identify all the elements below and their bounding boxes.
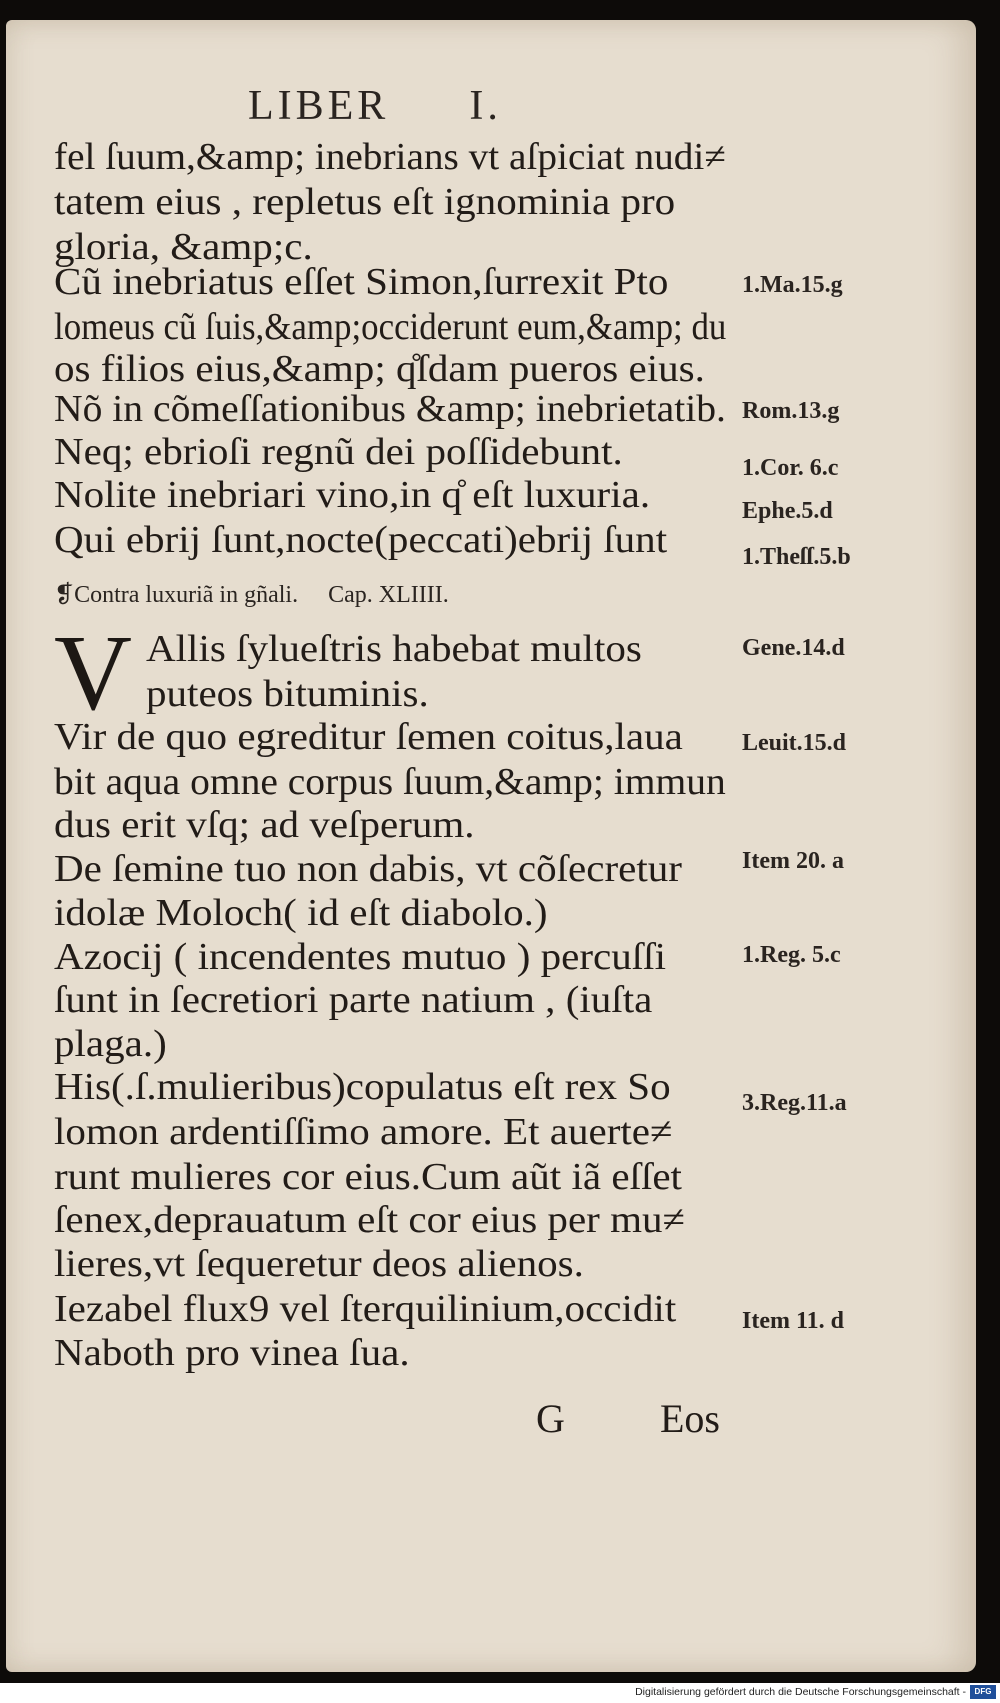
dfg-logo: DFG: [970, 1685, 996, 1699]
text-line: plaga.): [54, 1023, 167, 1065]
drop-capital: V: [54, 614, 132, 733]
text-line: ſunt in ſecretiori parte natium , (iuſta: [54, 979, 653, 1021]
catchword: Eos: [660, 1396, 720, 1441]
margin-reference: Ephe.5.d: [742, 498, 833, 524]
text-line: De ſemine tuo non dabis, vt cõſecretur: [54, 848, 682, 890]
text-line: His(.ſ.mulieribus)copulatus eſt rex So: [54, 1066, 671, 1108]
text-line: Allis ſylueſtris habebat multos: [146, 628, 642, 670]
running-header: [248, 82, 502, 130]
margin-reference: Rom.13.g: [742, 398, 840, 424]
text-line: os filios eius,&amp; q̊ſdam pueros eius.: [54, 348, 705, 390]
book-number: I.: [469, 83, 502, 129]
text-line: tatem eius , repletus eſt ignominia pro: [54, 181, 676, 223]
text-line: bit aqua omne corpus ſuum,&amp; immun: [54, 761, 726, 803]
text-line: Iezabel flux9 vel ſterquilinium,occidit: [54, 1288, 677, 1330]
text-line: lieres,vt ſequeretur deos alienos.: [54, 1243, 584, 1285]
text-line: Naboth pro vinea ſua.: [54, 1332, 410, 1374]
text-line: Nõ in cõmeſſationibus &amp; inebrietatib.: [54, 388, 726, 430]
text-line: dus erit vſq; ad veſperum.: [54, 804, 475, 846]
margin-reference: Leuit.15.d: [742, 730, 847, 756]
margin-reference: 1.Ma.15.g: [742, 272, 843, 298]
running-title: LIBER: [248, 83, 390, 129]
digitization-credit: Digitalisierung gefördert durch die Deutsche Forschungsgemeinschaft -: [635, 1686, 966, 1698]
text-line: Azocij ( incendentes mutuo ) percuſſi: [54, 936, 666, 978]
margin-reference: Item 11. d: [742, 1308, 844, 1334]
chapter-heading: [54, 580, 449, 609]
text-line: puteos bituminis.: [146, 673, 429, 715]
text-line: gloria, &amp;c.: [54, 226, 313, 268]
text-line: fel ſuum,&amp; inebrians vt aſpiciat nudi≠: [54, 136, 726, 178]
margin-reference: Item 20. a: [742, 848, 844, 874]
text-line: runt mulieres cor eius.Cum aũt iã eſſet: [54, 1156, 682, 1198]
text-line: Neq; ebrioſi regnũ dei poſſidebunt.: [54, 431, 623, 473]
margin-reference: 1.Theſſ.5.b: [742, 544, 851, 570]
text-line: lomeus cũ ſuis,&amp;occiderunt eum,&amp; du: [54, 306, 727, 348]
chapter-number: Cap. XLIIII.: [328, 582, 449, 608]
text-line: ſenex,deprauatum eſt cor eius per mu≠: [54, 1199, 686, 1241]
text-line: lomon ardentiſſimo amore. Et auerte≠: [54, 1111, 673, 1153]
margin-reference: Gene.14.d: [742, 635, 845, 661]
text-line: Cũ inebriatus eſſet Simon,ſurrexit Pto: [54, 261, 669, 303]
text-line: idolæ Moloch( id eſt diabolo.): [54, 892, 548, 934]
text-line: Vir de quo egreditur ſemen coitus,laua: [54, 716, 683, 758]
signature-mark: G: [536, 1396, 565, 1441]
margin-reference: 1.Cor. 6.c: [742, 455, 839, 481]
margin-reference: 1.Reg. 5.c: [742, 942, 841, 968]
text-line: Qui ebrij ſunt,nocte(peccati)ebrij ſunt: [54, 519, 668, 561]
chapter-title: ❡Contra luxuriã in gñali.: [54, 582, 299, 608]
margin-reference: 3.Reg.11.a: [742, 1090, 847, 1116]
text-line: Nolite inebriari vino,in q̊ eſt luxuria.: [54, 474, 651, 516]
